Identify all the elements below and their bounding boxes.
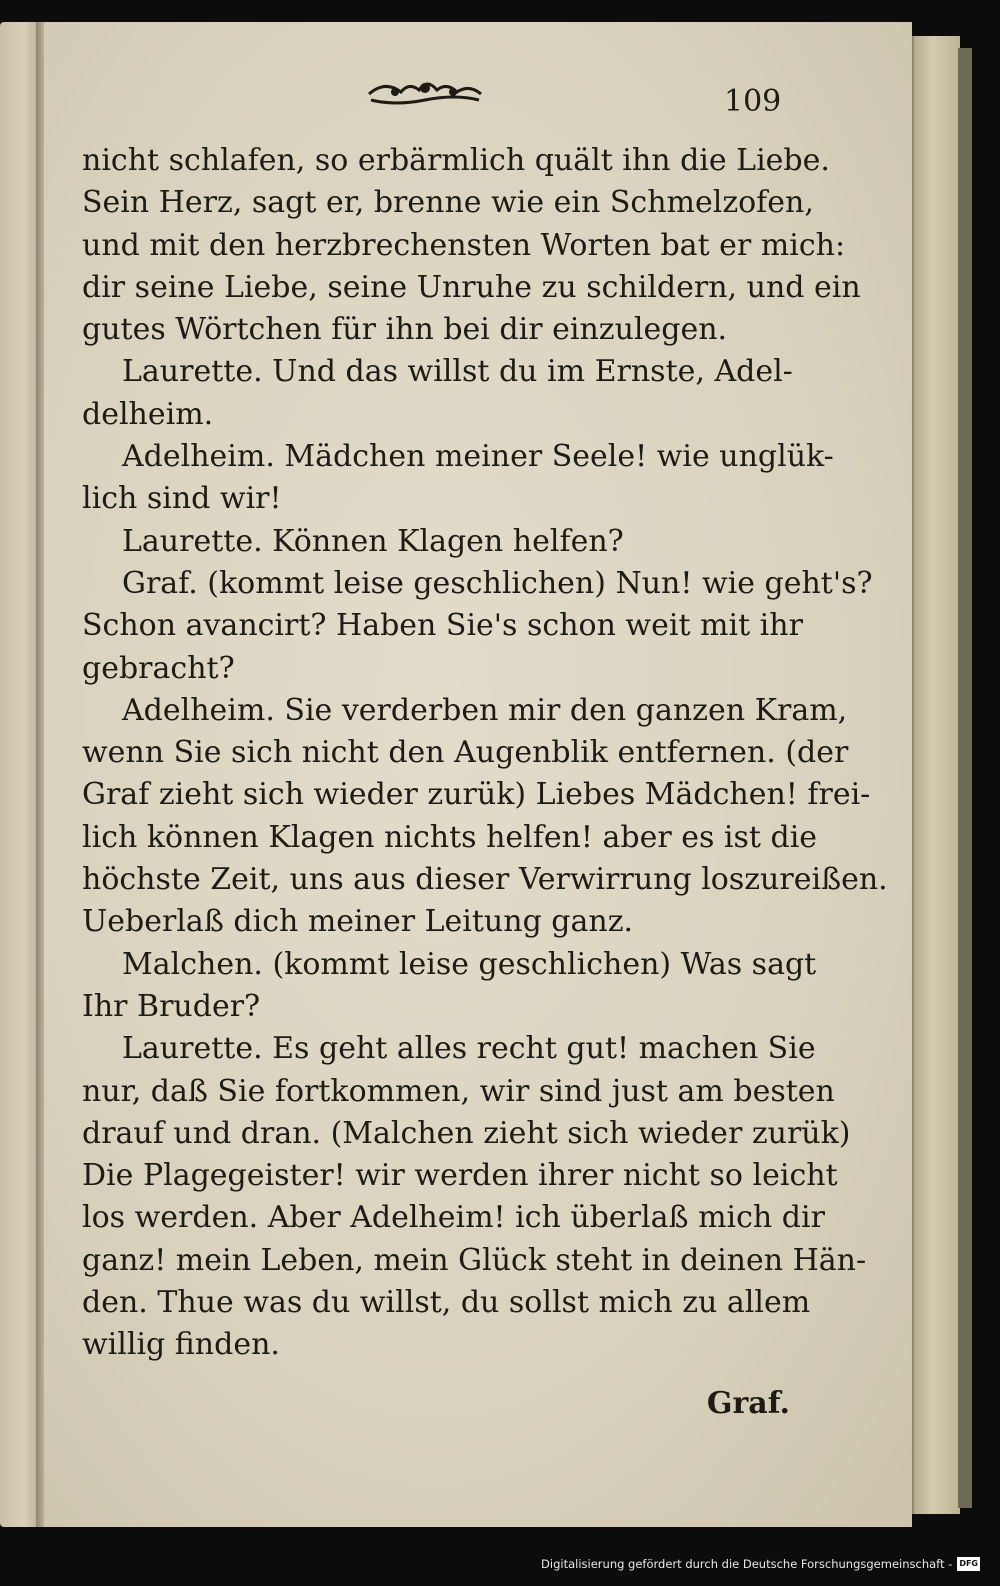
text-line: Graf zieht sich wieder zurük) Liebes Mädchen! frei- [82,777,871,813]
text-line: nicht schlafen, so erbärmlich quält ihn die Liebe. [82,143,830,178]
text-line: gebracht? [82,650,235,686]
text-line: wenn Sie sich nicht den Augenblik entfernen. (der [82,735,849,771]
text-line: Malchen. (kommt leise geschlichen) Was sagt [122,946,817,982]
book-cover-shadow [958,48,972,1508]
text-line: ganz! mein Leben, mein Glück steht in deinen Hän- [82,1242,867,1278]
text-line: delheim. [82,396,214,432]
header-ornament-icon [365,72,485,110]
footer-credit: Digitalisierung gefördert durch die Deutsche Forschungsgemeinschaft - [541,1557,953,1571]
text-line: dir seine Liebe, seine Unruhe zu schildern, und ein [82,269,861,305]
page-text [82,140,888,1367]
text-line: und mit den herzbrechensten Worten bat er mich: [82,227,846,263]
text-line: Graf. (kommt leise geschlichen) Nun! wie geht's? [122,565,873,601]
text-line: los werden. Aber Adelheim! ich überlaß mich dir [82,1200,825,1236]
dfg-logo: DFG [957,1557,980,1571]
text-line: den. Thue was du willst, du sollst mich zu allem [82,1285,811,1321]
text-line: Laurette. Es geht alles recht gut! machen Sie [122,1031,816,1067]
text-line: Ihr Bruder? [82,988,261,1024]
digitization-footer [541,1553,980,1575]
text-line: Die Plagegeister! wir werden ihrer nicht so leicht [82,1158,838,1194]
text-line: drauf und dran. (Malchen zieht sich wieder zurük) [82,1115,851,1151]
text-line: lich können Klagen nichts helfen! aber es ist die [82,819,818,855]
text-line: Laurette. Und das willst du im Ernste, Adel- [122,354,793,390]
page-number: 109 [724,84,782,119]
text-line: Sein Herz, sagt er, brenne wie ein Schmelzofen, [82,185,814,221]
text-line: nur, daß Sie fortkommen, wir sind just am besten [82,1073,835,1109]
text-line: Adelheim. Sie verderben mir den ganzen Kram, [122,692,848,728]
text-line: Schon avancirt? Haben Sie's schon weit mit ihr [82,608,803,644]
previous-page-edge [0,22,40,1527]
text-line: gutes Wörtchen für ihn bei dir einzulegen. [82,312,728,348]
text-line: willig finden. [82,1327,280,1363]
text-line: Ueberlaß dich meiner Leitung ganz. [82,904,634,940]
book-cover-edge [912,36,960,1514]
catchword: Graf. [706,1386,790,1421]
text-line: Laurette. Können Klagen helfen? [122,523,624,559]
text-line: lich sind wir! [82,481,282,517]
text-line: höchste Zeit, uns aus dieser Verwirrung loszureißen. [82,862,888,898]
text-line: Adelheim. Mädchen meiner Seele! wie unglük- [122,439,834,475]
